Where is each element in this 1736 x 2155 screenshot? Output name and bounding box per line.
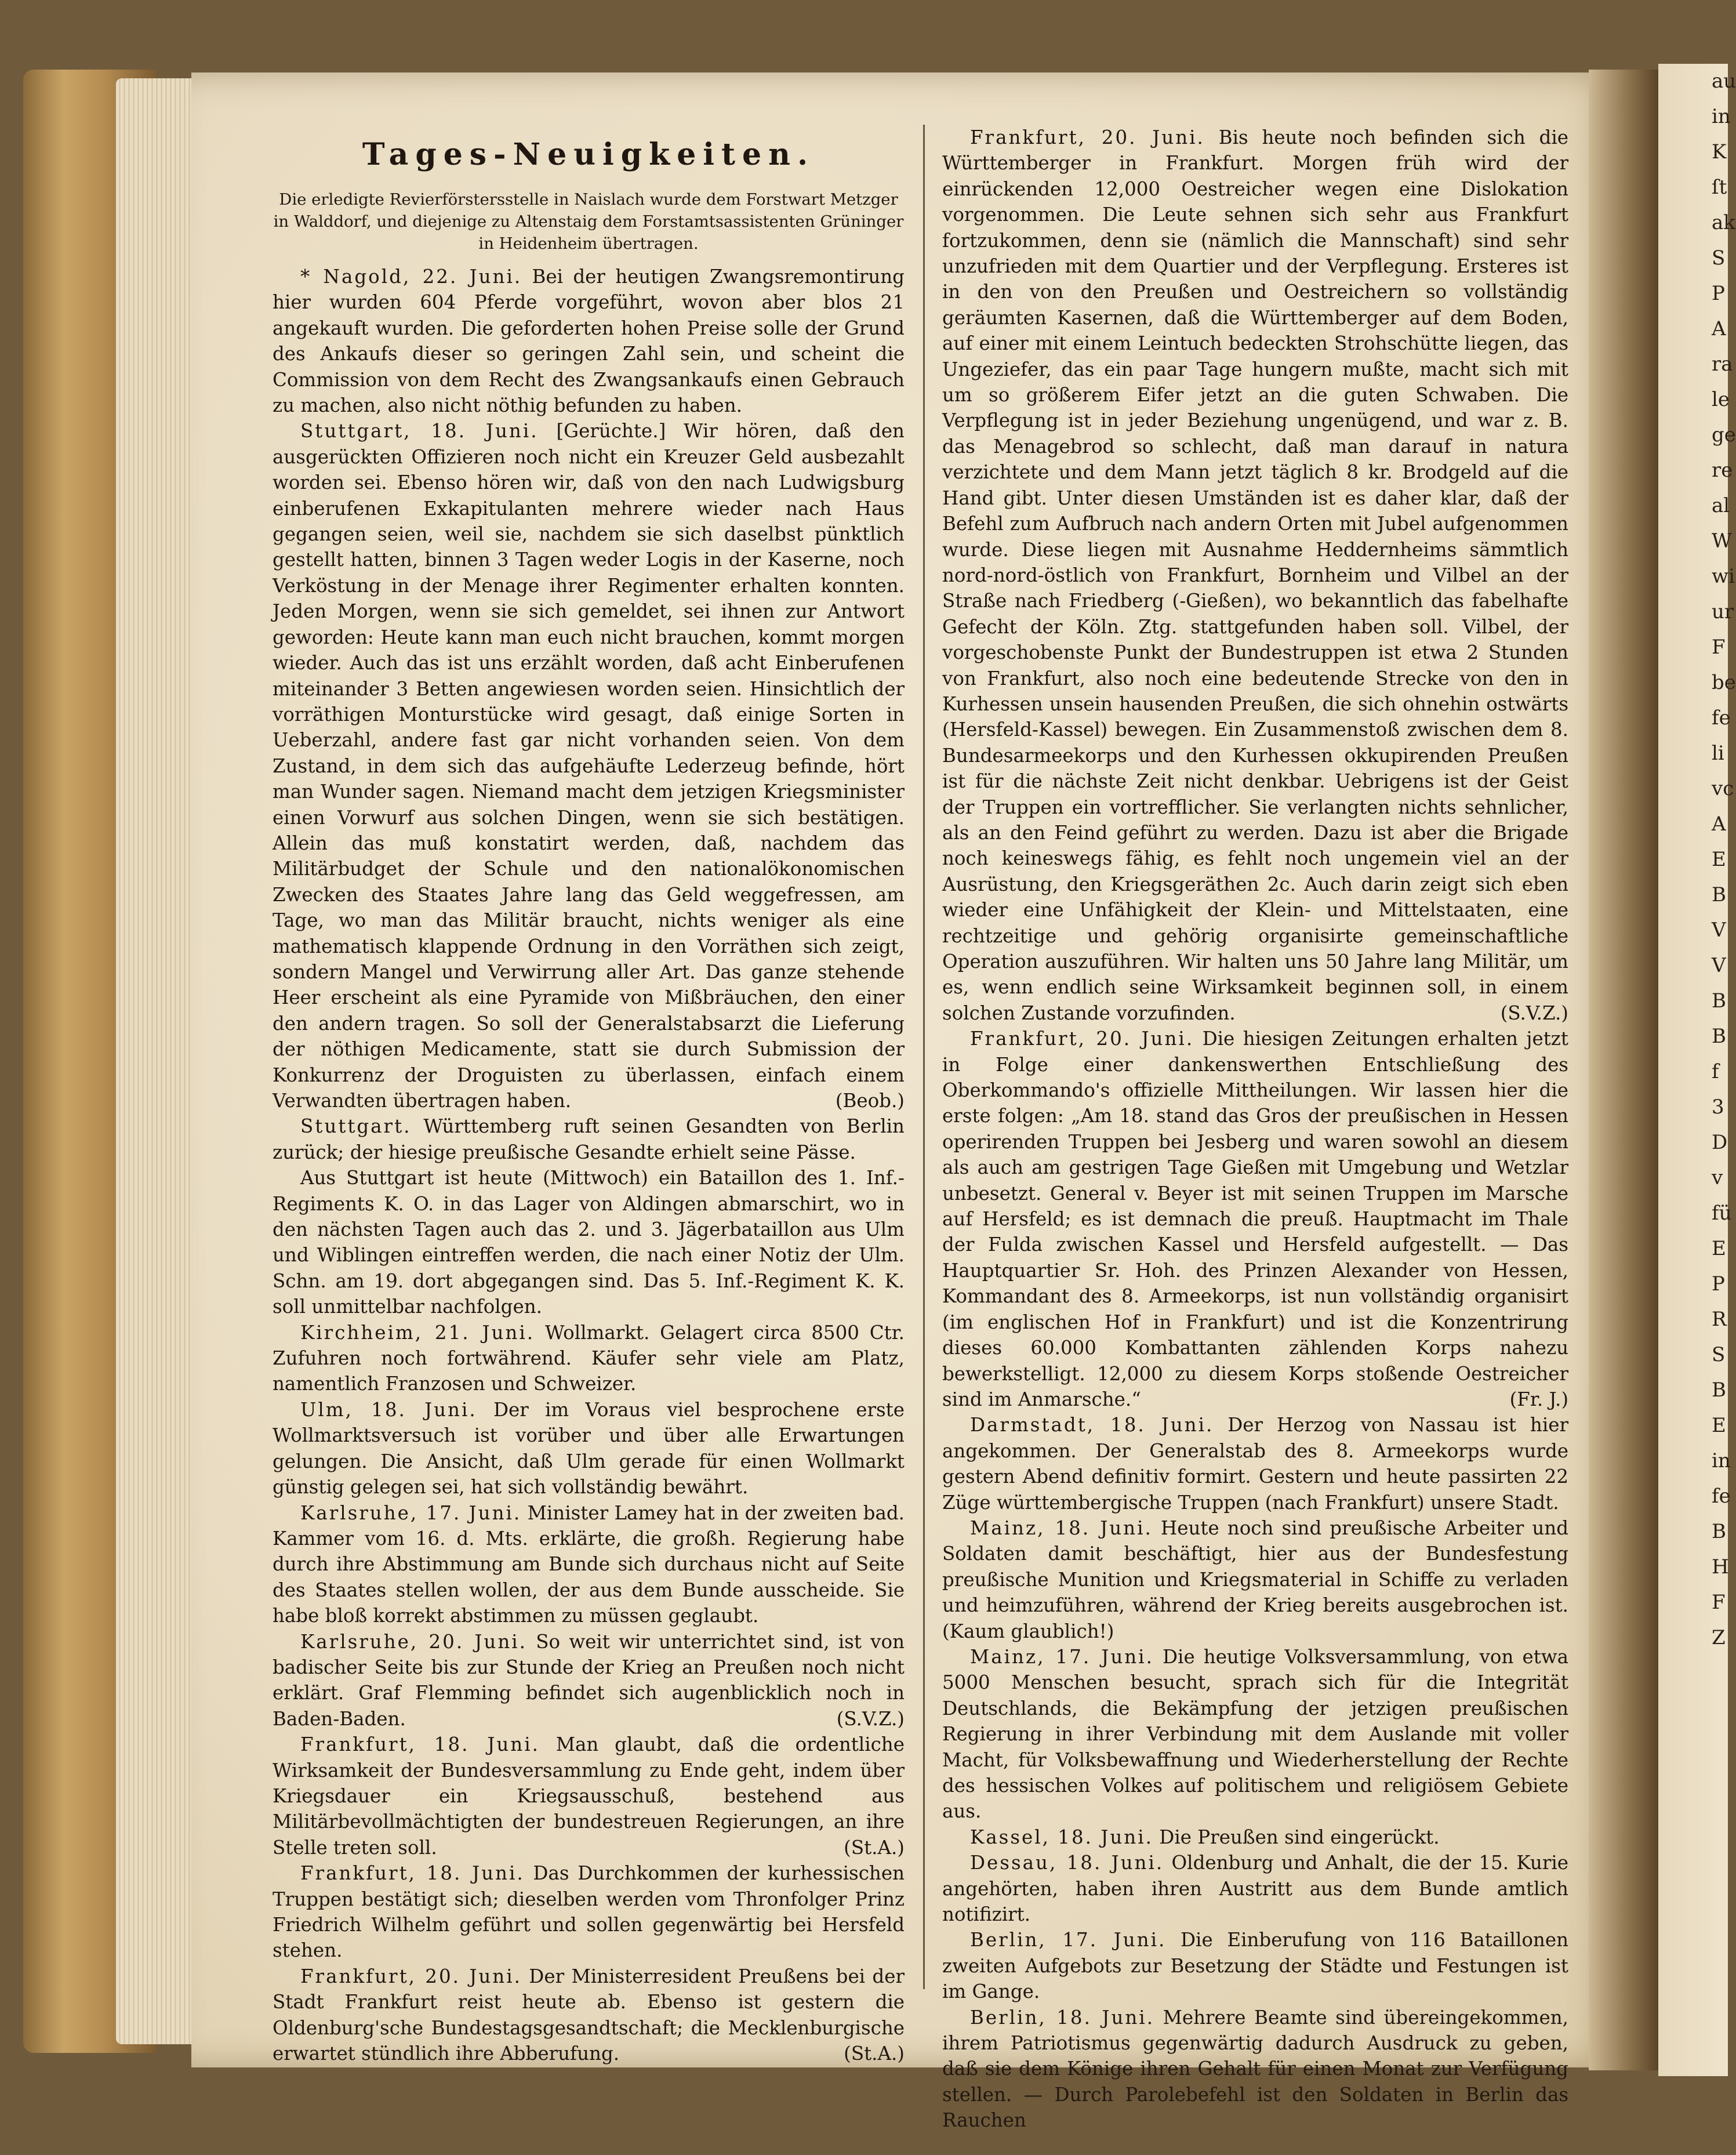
- facing-page-fragment: F: [1712, 1591, 1726, 1614]
- news-item: [942, 1515, 1568, 1644]
- facing-page-fragment: 3: [1712, 1095, 1724, 1119]
- news-text: Bis heute noch befinden sich die Württemberger in Frankfurt. Morgen früh wird der einrückenden 12,000 Oestreicher wegen eine Dislokation vorgenommen. Die Leute sehnen sich sehr aus Frankfurt fortzukommen, denn sie (nämlich die Mannschaft) sind sehr unzufrieden mit dem Quartier und der Verpflegung. Ersteres ist in den von den Preußen und Oestreichern so vollständig geräumten Kasernen, daß die Württemberger auf dem Boden, auf einer mit einem Leintuch bedeckten Strohschütte liegen, das Ungeziefer, das ein paar Tage hungern mußte, macht sich mit um so größerem Eifer jetzt an die guten Schwaben. Die Verpflegung ist in jeder Beziehung ungenügend, und war z. B. das Menagebrod so schlecht, daß man darauf in natura verzichtete und dem Mann jetzt täglich 8 kr. Brodgeld auf die Hand gibt. Unter diesen Umständen ist es daher klar, daß der Befehl zum Aufbruch nach andern Orten mit Jubel aufgenommen wurde. Diese liegen mit Ausnahme Heddernheims sämmtlich nord-nord-östlich von Frankfurt, Bornheim und Vilbel an der Straße nach Friedberg (-Gießen), wo bekanntlich das fabelhafte Gefecht der Köln. Ztg. stattgefunden haben soll. Vilbel, der vorgeschobenste Punkt der Bundestruppen ist etwa 2 Stunden von Frankfurt, also noch eine bedeutende Strecke von den in Kurhessen unsein hausenden Preußen, die sich ohnehin ostwärts (Hersfeld-Kassel) bewegen. Ein Zusammenstoß zwischen dem 8. Bundesarmeekorps und den Kurhessen okkupirenden Preußen ist für die nächste Zeit nicht denkbar. Uebrigens ist der Geist der Truppen ein vortrefflicher. Sie verlangten nichts sehnlicher, als an den Feind geführt zu werden. Dazu ist aber die Brigade noch keineswegs fähig, es fehlt noch ungemein viel an der Ausrüstung, den Kriegsgeräthen 2c. Auch darin zeigt sich eben wieder eine Unfähigkeit der Klein- und Mittelstaaten, eine rechtzeitige und gehörig organisirte gemeinschaftliche Operation auszuführen. Wir halten uns 50 Jahre lang Militär, um es, wenn endlich seine Wirksamkeit beginnen soll, in einem solchen Zustande vorzufinden.: [942, 126, 1568, 1024]
- news-dateline: Berlin, 18. Juni.: [970, 2006, 1155, 2029]
- appointment-notice: Die erledigte Revierförstersstelle in Naislach wurde dem Forstwart Metzger in Walddorf, und diejenige zu Altenstaig dem Forstamtsassistenten Grüninger in Heidenheim übertragen.: [273, 190, 904, 253]
- facing-page-fragment: E: [1712, 1237, 1726, 1260]
- news-item: [942, 1850, 1568, 1927]
- news-dateline: Mainz, 17. Juni.: [970, 1645, 1154, 1668]
- facing-page-fragment: fe: [1712, 1485, 1731, 1508]
- facing-page-fragment: in: [1712, 1449, 1731, 1472]
- news-item: [942, 1824, 1568, 1850]
- news-dateline: Ulm, 18. Juni.: [300, 1398, 477, 1421]
- facing-page-fragment: P: [1712, 1272, 1725, 1296]
- facing-page-fragment: S: [1712, 1343, 1726, 1366]
- news-dateline: Frankfurt, 18. Juni.: [300, 1733, 540, 1756]
- news-text: So weit wir unterrichtet sind, ist von badischer Seite bis zur Stunde der Krieg an Preußen noch nicht erklärt. Graf Flemming befindet sich augenblicklich noch in Baden-Baden.: [273, 1630, 905, 1730]
- news-item: [942, 1412, 1568, 1515]
- facing-page-fragment: fe: [1712, 706, 1731, 730]
- facing-page-fragment: S: [1712, 246, 1726, 270]
- facing-page-fragment: B: [1712, 883, 1726, 906]
- facing-page-fragment: ſt: [1712, 176, 1727, 199]
- column-divider: [923, 125, 925, 1989]
- news-item: [942, 1927, 1568, 2004]
- news-text: Aus Stuttgart ist heute (Mittwoch) ein Bataillon des 1. Inf.-Regiments K. O. in das Lager von Aldingen abmarschirt, wo in den nächsten Tagen auch das 2. und 3. Jägerbataillon aus Ulm und Wiblingen eintreffen werden, die nach einer Notiz der Ulm. Schn. am 19. dort abgegangen sind. Das 5. Inf.-Regiment K. K. soll unmittelbar nachfolgen.: [273, 1167, 905, 1318]
- facing-page-fragment: al: [1712, 494, 1730, 517]
- news-item: [273, 1964, 905, 2067]
- news-item: [273, 1732, 905, 1860]
- section-title: Tages-Neuigkeiten.: [362, 137, 815, 172]
- news-text: Der Ministerresident Preußens bei der Stadt Frankfurt reist heute ab. Ebenso ist gestern die Oldenburg'sche Bundestagsgesandtschaft; die Mecklenburgische erwartet stündlich ihre Abberufung.: [273, 1965, 905, 2065]
- news-text: Minister Lamey hat in der zweiten bad. Kammer vom 16. d. Mts. erklärte, die großh. Regierung habe durch ihre Abstimmung am Bunde sich durchaus nicht auf Seite des Staates stellen wollen, der aus dem Bunde ausscheide. Sie habe bloß korrekt abstimmen zu müssen geglaubt.: [273, 1501, 905, 1627]
- facing-page-fragment: R: [1712, 1308, 1727, 1331]
- news-text: Heute noch sind preußische Arbeiter und Soldaten damit beschäftigt, hier aus der Bundesfestung preußische Munition und Kriegsmaterial in Schiffe zu verladen und heimzuführen, während der Krieg bereits ausgebrochen ist. (Kaum glaublich!): [942, 1517, 1568, 1642]
- news-item: [273, 418, 905, 1113]
- facing-page-fragment: au: [1712, 70, 1736, 93]
- facing-page-fragment: fü: [1712, 1202, 1732, 1225]
- news-dateline: * Nagold, 22. Juni.: [300, 266, 522, 288]
- news-item: [273, 1860, 905, 1964]
- facing-page-fragment: v: [1712, 1166, 1723, 1189]
- news-dateline: Karlsruhe, 17. Juni.: [300, 1501, 522, 1524]
- news-text: Oldenburg und Anhalt, die der 15. Kurie angehörten, haben ihren Austritt aus dem Bunde amtlich notifizirt.: [942, 1852, 1568, 1926]
- news-item: [942, 2005, 1568, 2134]
- news-item: [273, 1629, 905, 1732]
- news-source: (S.V.Z.): [836, 1707, 905, 1730]
- news-dateline: Kassel, 18. Juni.: [970, 1826, 1153, 1848]
- facing-page-fragment: wi: [1712, 565, 1735, 588]
- facing-page-fragment: f: [1712, 1060, 1719, 1083]
- facing-page-fragment: vc: [1712, 777, 1734, 800]
- facing-page-fragment: E: [1712, 1414, 1726, 1437]
- news-dateline: Stuttgart.: [300, 1115, 412, 1138]
- facing-page-fragment: V: [1712, 919, 1726, 942]
- facing-page-fragment: li: [1712, 742, 1724, 765]
- news-text: Die hiesigen Zeitungen erhalten jetzt in Folge einer dankenswerthen Entschließung des Oberkommando's offizielle Mittheilungen. Wir lassen hier die erste folgen: „Am 18. stand das Gros der preußischen in Hessen operirenden Truppen bei Jesberg und waren sowohl an diesem als auch am gestrigen Tage Gießen mit Umgebung und Wetzlar unbesetzt. General v. Beyer ist mit seinen Truppen im Marsche auf Hersfeld; es ist demnach die preuß. Hauptmacht im Thale der Fulda zwischen Kassel und Hersfeld aufgestellt. — Das Hauptquartier Sr. Hoh. des Prinzen Alexander von Hessen, Kommandant des 8. Armeekorps, ist nun vollständig organisirt (im englischen Hof in Frankfurt) und ist die Konzentrirung dieses 60.000 Kombattanten zählenden Korps nahezu bewerkstelligt. 12,000 zu diesem Korps stoßende Oestreicher sind im Anmarsche.“: [942, 1028, 1568, 1410]
- facing-page-fragment: A: [1712, 317, 1726, 340]
- news-text: Das Durchkommen der kurhessischen Truppen bestätigt sich; dieselben werden vom Thronfolger Prinz Friedrich Wilhelm geführt und sollen gegenwärtig bei Hersfeld stehen.: [273, 1862, 905, 1962]
- facing-page-fragment: in: [1712, 105, 1731, 128]
- news-item: [273, 1113, 905, 1165]
- news-dateline: Mainz, 18. Juni.: [970, 1517, 1153, 1539]
- news-dateline: Dessau, 18. Juni.: [970, 1852, 1164, 1874]
- news-text: Die Einberufung von 116 Bataillonen zweiten Aufgebots zur Besetzung der Städte und Festungen ist im Gange.: [942, 1929, 1568, 2003]
- news-item: [273, 1500, 905, 1629]
- news-text: Der im Voraus viel besprochene erste Wollmarktsversuch ist vorüber und über alle Erwartungen gelungen. Die Ansicht, daß Ulm gerade für einen Wollmarkt günstig gelegen sei, hat sich vollständig bewährt.: [273, 1398, 905, 1499]
- facing-page-fragment: le: [1712, 388, 1730, 411]
- page-edges: [116, 78, 203, 2044]
- book-gutter: [1589, 70, 1658, 2070]
- facing-page-fragment: ur: [1712, 600, 1734, 623]
- facing-page-fragment: K: [1712, 140, 1727, 164]
- facing-page-fragment: D: [1712, 1131, 1728, 1154]
- news-dateline: Berlin, 17. Juni.: [970, 1929, 1167, 1951]
- news-dateline: Kirchheim, 21. Juni.: [300, 1321, 535, 1344]
- news-dateline: Frankfurt, 20. Juni.: [970, 1028, 1194, 1050]
- facing-page-fragment: ak: [1712, 211, 1735, 234]
- facing-page-fragment: V: [1712, 954, 1726, 977]
- news-item: [942, 125, 1568, 1026]
- news-text: Württemberg ruft seinen Gesandten von Berlin zurück; der hiesige preußische Gesandte erhielt seine Pässe.: [273, 1115, 905, 1163]
- news-item: [942, 1026, 1568, 1412]
- facing-page-fragment: P: [1712, 282, 1725, 305]
- news-item: [273, 1320, 905, 1397]
- news-source: (Beob.): [835, 1090, 905, 1112]
- facing-page-fragment: re: [1712, 459, 1733, 482]
- news-dateline: Stuttgart, 18. Juni.: [300, 420, 539, 442]
- facing-page-fragment: Z: [1712, 1626, 1726, 1649]
- facing-page-fragment: B: [1712, 989, 1726, 1013]
- facing-page-fragment: be: [1712, 671, 1736, 694]
- facing-page-fragment: B: [1712, 1520, 1726, 1543]
- news-item: [942, 1644, 1568, 1824]
- news-source: (St.A.): [844, 2042, 905, 2065]
- news-dateline: Frankfurt, 20. Juni.: [970, 126, 1205, 148]
- news-dateline: Frankfurt, 20. Juni.: [300, 1965, 522, 1987]
- facing-page-fragment: B: [1712, 1378, 1726, 1402]
- news-text: Mehrere Beamte sind übereingekommen, ihrem Patriotismus gegenwärtig dadurch Ausdruck zu geben, daß sie dem Könige ihren Gehalt für einen Monat zur Verfügung stellen. — Durch Parolebefehl ist den Soldaten in Berlin das Rauchen: [942, 2006, 1568, 2132]
- facing-page-fragment: H: [1712, 1555, 1729, 1579]
- facing-page-fragment: A: [1712, 812, 1726, 836]
- news-text: Die heutige Volksversammlung, von etwa 5000 Menschen besucht, sprach sich für die Integrität Deutschlands, die Bekämpfung der jetzigen preußischen Regierung in ihrer Verbindung mit dem Auslande mit voller Macht, für Volksbewaffnung und Wiederherstellung der Rechte des hessischen Volkes auf politischem und religiösem Gebiete aus.: [942, 1645, 1568, 1823]
- news-text: Man glaubt, daß die ordentliche Wirksamkeit der Bundesversammlung zu Ende geht, indem über Kriegsdauer ein Kriegsausschuß, bestehend aus Militärbevollmächtigten der bundestreuen Regierungen, an ihre Stelle treten soll.: [273, 1733, 905, 1859]
- news-source: (S.V.Z.): [1500, 1002, 1568, 1024]
- facing-page-fragment: W: [1712, 529, 1732, 553]
- news-text: Die Preußen sind eingerückt.: [1159, 1826, 1440, 1848]
- news-item: [273, 1397, 905, 1500]
- news-source: (Fr. J.): [1509, 1388, 1568, 1410]
- facing-page-fragment: E: [1712, 848, 1726, 871]
- news-item: [273, 1165, 905, 1319]
- facing-page-fragment: F: [1712, 636, 1726, 659]
- news-source: (St.A.): [844, 1836, 905, 1859]
- facing-page-fragment: B: [1712, 1025, 1726, 1048]
- news-dateline: Darmstadt, 18. Juni.: [970, 1414, 1214, 1436]
- facing-page-edge: [1658, 64, 1736, 2076]
- news-dateline: Frankfurt, 18. Juni.: [300, 1862, 525, 1885]
- left-column: [273, 125, 905, 2066]
- right-column: [942, 125, 1568, 2134]
- news-text: Der Herzog von Nassau ist hier angekommen. Der Generalstab des 8. Armeekorps wurde gestern Abend definitiv formirt. Gestern und heute passirten 22 Züge württembergische Truppen (nach Frankfurt) unsere Stadt.: [942, 1414, 1568, 1514]
- news-text: Wollmarkt. Gelagert circa 8500 Ctr. Zufuhren noch fortwährend. Käufer sehr viele am Platz, namentlich Franzosen und Schweizer.: [273, 1321, 905, 1395]
- facing-page-fragment: ra: [1712, 353, 1733, 376]
- facing-page-fragment: ge: [1712, 423, 1736, 447]
- news-item: [273, 264, 905, 418]
- news-text: Bei der heutigen Zwangsremontirung hier wurden 604 Pferde vorgeführt, wovon aber blos 21 angekauft wurden. Die geforderten hohen Preise solle der Grund des Ankaufs dieser so geringen Zahl sein, und scheint die Commission von dem Recht des Zwangsankaufs einen Gebrauch zu machen, also nicht nöthig befunden zu haben.: [273, 266, 905, 417]
- news-text: [Gerüchte.] Wir hören, daß den ausgerückten Offizieren noch nicht ein Kreuzer Geld ausbezahlt worden sei. Ebenso hören wir, daß von den nach Ludwigsburg einberufenen Exkapitulanten mehrere wieder nach Haus gegangen seien, weil sie, nachdem sie sich daselbst pünktlich gestellt hatten, binnen 3 Tagen weder Logis in der Kaserne, noch Verköstung in der Menage ihrer Regimenter erhalten konnten. Jeden Morgen, wenn sie sich gemeldet, sei ihnen zur Antwort geworden: Heute kann man euch nicht brauchen, kommt morgen wieder. Auch das ist uns erzählt worden, daß acht Einberufenen miteinander 3 Betten angewiesen worden seien. Hinsichtlich der vorräthigen Monturstücke wird gesagt, daß einige Sorten in Ueberzahl, andere fast gar nicht vorhanden seien. Von dem Zustand, in dem sich das aufgehäufte Lederzeug befinde, hört man Wunder sagen. Niemand macht dem jetzigen Kriegsminister einen Vorwurf aus solchen Dingen, wenn sie sich bestätigen. Allein das muß konstatirt werden, daß, nachdem das Militärbudget der Schule und den nationalökonomischen Zwecken des Staates Jahre lang das Geld weggefressen, am Tage, wo man das Militär braucht, nichts weniger als eine mathematisch klappende Ordnung in den Vorräthen sich zeigt, sondern Mangel und Verwirrung aller Art. Das ganze stehende Heer erscheint als eine Pyramide von Mißbräuchen, den einer den andern tragen. So soll der Generalstabsarzt die Lieferung der nöthigen Medicamente, statt sie durch Submission der Konkurrenz der Droguisten zu überlassen, einfach einem Verwandten übertragen haben.: [273, 420, 905, 1112]
- news-dateline: Karlsruhe, 20. Juni.: [300, 1630, 528, 1653]
